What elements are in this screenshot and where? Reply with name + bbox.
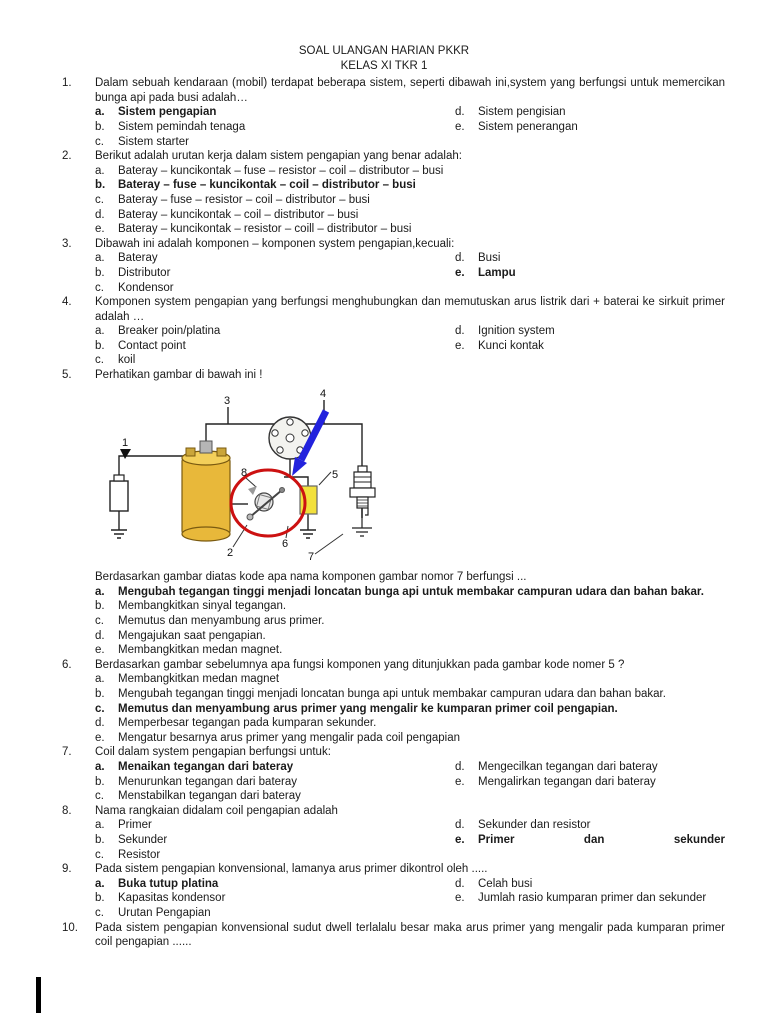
options-left: [95, 818, 455, 862]
options-list: [95, 585, 725, 658]
option-item: [95, 906, 455, 921]
option-label: b.: [95, 339, 105, 352]
question-number: 6.: [62, 658, 72, 671]
option-text: Bateray – kuncikontak – coil – distributor – busi: [118, 208, 359, 221]
question-number: 1.: [62, 77, 72, 90]
option-text: Kondensor: [118, 281, 174, 294]
options-right: [455, 760, 725, 804]
option-label: e.: [455, 266, 465, 279]
option-text: Memutus dan menyambung arus primer.: [118, 615, 325, 628]
option-item: [95, 135, 455, 150]
question-text: Nama rangkaian didalam coil pengapian adalah: [95, 804, 338, 817]
option-text: Memperbesar tegangan pada kumparan sekunder.: [118, 717, 377, 730]
option-item: [95, 281, 455, 296]
question-body: [95, 804, 725, 862]
option-text: Bateray – fuse – resistor – coil – distributor – busi: [118, 193, 370, 206]
option-item: [455, 105, 725, 120]
diagram-label-3: 3: [224, 394, 231, 407]
option-item: [455, 251, 725, 266]
option-label: d.: [455, 819, 465, 832]
option-label: d.: [455, 760, 465, 773]
option-label: c.: [95, 354, 104, 367]
option-label: a.: [95, 585, 105, 598]
options-right: [455, 877, 725, 921]
option-item: [455, 760, 725, 775]
option-item: [95, 716, 725, 731]
page-title: SOAL ULANGAN HARIAN PKKR: [298, 45, 470, 57]
options-left: [95, 105, 455, 149]
option-text: Ignition system: [478, 325, 555, 338]
option-text: Sistem starter: [118, 135, 189, 148]
option-text: Menaikan tegangan dari bateray: [118, 760, 294, 773]
question-text: Dalam sebuah kendaraan (mobil) terdapat beberapa sistem, seperti dibawah ini,system yang berfungsi untuk memercikan bunga api pada busi adalah…: [95, 77, 725, 104]
question-text: Pada sistem pengapian konvensional, lamanya arus primer dikontrol oleh .....: [95, 863, 488, 876]
option-item: [455, 324, 725, 339]
option-item: [455, 120, 725, 135]
question-number: 10.: [62, 921, 78, 934]
option-text: Bateray – kuncikontak – fuse – resistor – coil – distributor – busi: [118, 164, 444, 177]
question-body: [95, 368, 725, 658]
question-text: Pada sistem pengapian konvensional sudut dwell terlalalu besar maka arus primer yang mengalir pada kumparan primer coil pengapian ......: [95, 921, 725, 949]
option-text: Membangkitkan sinyal tegangan.: [118, 600, 287, 613]
options-columns: [95, 877, 725, 921]
spark-plug: [350, 466, 375, 536]
option-text: Contact point: [118, 339, 186, 352]
option-item: [95, 877, 455, 892]
option-item: [95, 339, 455, 354]
option-label: b.: [95, 688, 105, 700]
option-text: Mengajukan saat pengapian.: [118, 629, 266, 642]
option-text: Jumlah rasio kumparan primer dan sekunder: [478, 892, 707, 905]
option-label: e.: [95, 223, 105, 236]
option-text: Sistem pengisian: [478, 106, 566, 119]
option-item: [95, 353, 455, 368]
option-text: koil: [118, 354, 136, 367]
question-text: Berdasarkan gambar diatas kode apa nama komponen gambar nomor 7 berfungsi ...: [95, 571, 527, 584]
question-number: 7.: [62, 746, 72, 759]
option-label: b.: [95, 266, 105, 279]
question-body: [95, 295, 725, 368]
option-text: Membangkitkan medan magnet.: [118, 644, 283, 657]
document-header: [0, 44, 768, 73]
question: [62, 295, 725, 368]
option-text: Busi: [478, 252, 501, 265]
option-label: c.: [95, 135, 104, 148]
option-item: [455, 775, 725, 790]
option-label: b.: [95, 179, 106, 192]
options-right: [455, 324, 725, 368]
option-item: [95, 178, 725, 193]
option-item: [95, 833, 455, 848]
question-text: Dibawah ini adalah komponen – komponen system pengapian,kecuali:: [95, 237, 455, 250]
option-item: [95, 614, 725, 629]
option-label: c.: [95, 906, 104, 919]
option-text: Primer: [118, 819, 152, 832]
option-item: [455, 833, 725, 848]
option-item: [95, 818, 455, 833]
option-label: a.: [95, 325, 105, 338]
options-columns: [95, 324, 725, 368]
options-list: [95, 672, 725, 745]
battery-symbol: [110, 475, 128, 511]
option-item: [95, 775, 455, 790]
option-text: Celah busi: [478, 877, 533, 890]
option-item: [95, 672, 725, 687]
option-text: Bateray – kuncikontak – resistor – coill – distributor – busi: [118, 223, 412, 236]
option-item: [455, 818, 725, 833]
ignition-system-diagram: [100, 386, 390, 562]
question-body: [95, 237, 725, 295]
options-columns: [95, 818, 725, 862]
option-label: b.: [95, 833, 105, 846]
question: [62, 745, 725, 803]
option-text: Breaker poin/platina: [118, 325, 221, 338]
option-text: Membangkitkan medan magnet: [118, 673, 280, 686]
option-label: a.: [95, 106, 105, 119]
option-item: [95, 222, 725, 237]
question: [62, 76, 725, 149]
option-label: e.: [455, 339, 465, 352]
option-label: e.: [455, 120, 465, 133]
option-text: Bateray – fuse – kuncikontak – coil – distributor – busi: [118, 179, 416, 192]
question-body: [95, 76, 725, 149]
option-text: Primer dan sekunder: [478, 833, 725, 846]
option-text: Memutus dan menyambung arus primer yang mengalir ke kumparan primer coil pengapian.: [118, 702, 618, 715]
option-item: [95, 629, 725, 644]
question-text: Berdasarkan gambar sebelumnya apa fungsi komponen yang ditunjukkan pada gambar kode nomer 5 ?: [95, 658, 625, 671]
option-label: a.: [95, 760, 105, 773]
question-body: [95, 862, 725, 920]
diagram-label-8: 8: [241, 466, 248, 479]
option-text: Mengatur besarnya arus primer yang mengalir pada coil pengapian: [118, 731, 461, 744]
option-text: Kapasitas kondensor: [118, 892, 226, 905]
option-text: Bateray: [118, 252, 158, 265]
option-item: [95, 120, 455, 135]
option-label: c.: [95, 193, 104, 206]
option-item: [95, 891, 455, 906]
option-label: d.: [455, 106, 465, 119]
diagram-label-7: 7: [308, 550, 315, 562]
option-item: [95, 208, 725, 223]
option-text: Sistem pengapian: [118, 106, 217, 119]
options-right: [455, 105, 725, 149]
diagram-label-5: 5: [332, 468, 339, 481]
option-text: Distributor: [118, 266, 171, 279]
options-left: [95, 251, 455, 295]
option-label: b.: [95, 892, 105, 905]
option-text: Mengubah tegangan tinggi menjadi loncatan bunga api untuk membakar campuran udara dan bahan bakar.: [118, 585, 704, 598]
question-body: [95, 149, 725, 237]
option-item: [95, 105, 455, 120]
option-item: [95, 643, 725, 658]
option-item: [95, 848, 455, 863]
question-figure: [100, 386, 725, 567]
option-text: Mengubah tegangan tinggi menjadi loncatan bunga api untuk membakar campuran udara dan bahan bakar.: [118, 688, 666, 700]
option-label: a.: [95, 673, 105, 686]
option-label: e.: [455, 775, 465, 788]
breaker-points: [247, 486, 285, 520]
question: [62, 237, 725, 295]
question-text: Coil dalam system pengapian berfungsi untuk:: [95, 746, 331, 759]
option-label: b.: [95, 600, 105, 613]
option-item: [95, 731, 725, 746]
option-label: a.: [95, 252, 105, 265]
question-number: 3.: [62, 237, 72, 250]
options-right: [455, 818, 725, 862]
option-label: d.: [95, 629, 105, 642]
option-label: e.: [95, 644, 105, 657]
options-list: [95, 164, 725, 237]
option-label: d.: [455, 877, 465, 890]
option-text: Urutan Pengapian: [118, 906, 211, 919]
question: [62, 804, 725, 862]
option-label: c.: [95, 615, 104, 628]
question-text: Berikut adalah urutan kerja dalam sistem pengapian yang benar adalah:: [95, 150, 462, 163]
options-columns: [95, 251, 725, 295]
option-label: a.: [95, 877, 105, 890]
diagram-label-6: 6: [282, 537, 289, 550]
option-text: Menurunkan tegangan dari bateray: [118, 775, 298, 788]
question-body: [95, 745, 725, 803]
question-list: [62, 76, 725, 950]
option-item: [455, 877, 725, 892]
option-label: d.: [95, 717, 105, 730]
option-text: Menstabilkan tegangan dari bateray: [118, 790, 301, 803]
question: [62, 862, 725, 920]
option-item: [95, 702, 725, 717]
question: [62, 149, 725, 237]
diagram-label-1: 1: [122, 436, 129, 449]
option-label: c.: [95, 702, 105, 715]
options-columns: [95, 760, 725, 804]
option-label: e.: [455, 892, 465, 905]
option-item: [95, 324, 455, 339]
option-label: c.: [95, 790, 104, 803]
option-text: Mengalirkan tegangan dari bateray: [478, 775, 656, 788]
question-number: 9.: [62, 863, 72, 876]
option-label: c.: [95, 281, 104, 294]
option-item: [95, 789, 455, 804]
option-text: Sekunder dan resistor: [478, 819, 591, 832]
option-label: b.: [95, 120, 105, 133]
option-item: [95, 585, 725, 600]
option-item: [95, 760, 455, 775]
option-item: [95, 164, 725, 179]
question-body: [95, 658, 725, 746]
label-1-pointer-icon: [120, 449, 131, 459]
question-number: 2.: [62, 150, 72, 163]
option-label: a.: [95, 819, 105, 832]
page-subtitle: KELAS XI TKR 1: [340, 59, 428, 72]
option-item: [455, 891, 725, 906]
option-text: Sistem pemindah tenaga: [118, 120, 246, 133]
option-text: Mengecilkan tegangan dari bateray: [478, 760, 658, 773]
option-label: e.: [455, 833, 465, 846]
option-label: e.: [95, 731, 105, 744]
question: [62, 368, 725, 658]
option-text: Buka tutup platina: [118, 877, 219, 890]
question-text: Perhatikan gambar di bawah ini !: [95, 369, 263, 382]
options-right: [455, 251, 725, 295]
option-item: [95, 266, 455, 281]
option-item: [455, 339, 725, 354]
diagram-label-4: 4: [320, 387, 327, 400]
question-text: Komponen system pengapian yang berfungsi menghubungkan dan memutuskan arus listrik dari + baterai ke sirkuit primer adalah …: [95, 296, 725, 323]
option-text: Lampu: [478, 266, 516, 279]
question: [62, 921, 725, 950]
option-item: [95, 687, 725, 702]
option-item: [95, 599, 725, 614]
question-number: 8.: [62, 804, 72, 817]
options-left: [95, 324, 455, 368]
option-text: Kunci kontak: [478, 339, 544, 352]
option-label: d.: [455, 325, 465, 338]
option-item: [455, 266, 725, 281]
option-text: Sistem penerangan: [478, 120, 578, 133]
diagram-label-2: 2: [227, 546, 234, 559]
option-text: Resistor: [118, 848, 161, 861]
question: [62, 658, 725, 746]
option-label: d.: [95, 208, 105, 221]
option-text: Sekunder: [118, 833, 168, 846]
options-columns: [95, 105, 725, 149]
options-left: [95, 877, 455, 921]
question-number: 4.: [62, 296, 72, 309]
question-number: 5.: [62, 369, 72, 382]
option-item: [95, 193, 725, 208]
question-body: [95, 921, 725, 950]
option-label: b.: [95, 775, 105, 788]
scan-artifact: [36, 977, 41, 1013]
option-label: c.: [95, 848, 104, 861]
option-label: a.: [95, 164, 105, 177]
option-label: d.: [455, 252, 465, 265]
ignition-coil: [182, 441, 230, 541]
options-left: [95, 760, 455, 804]
option-item: [95, 251, 455, 266]
